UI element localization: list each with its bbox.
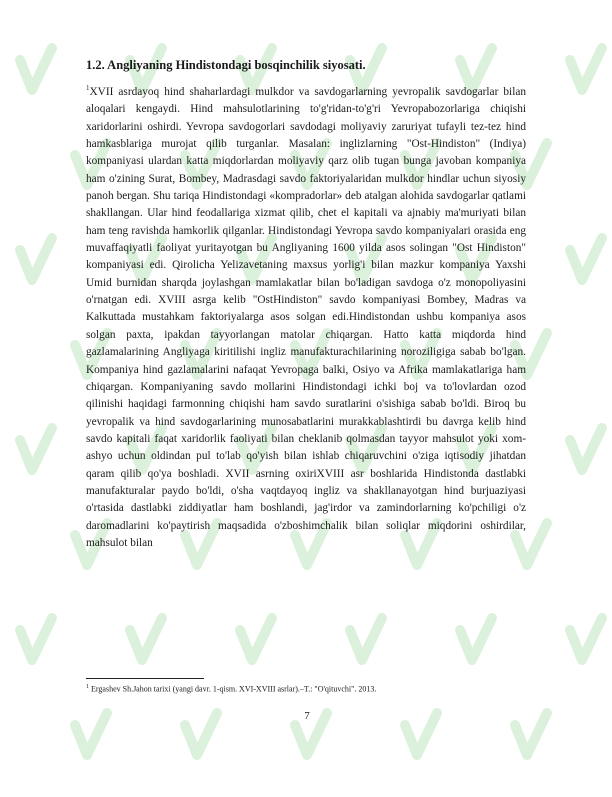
watermark-mark (570, 428, 602, 470)
footnote-reference: 1 (86, 84, 90, 93)
watermark-mark (75, 713, 107, 755)
watermark-mark (20, 428, 52, 470)
watermark-mark (20, 48, 52, 90)
watermark-mark (460, 618, 492, 660)
watermark-mark (130, 618, 162, 660)
watermark-mark (570, 618, 602, 660)
page-number: 7 (304, 710, 310, 722)
watermark-mark (20, 618, 52, 660)
footnote-marker: 1 (86, 684, 89, 690)
watermark-mark (20, 238, 52, 280)
section-heading: 1.2. Angliyaning Hindistondagi bosqinchilik siyosati. (86, 58, 366, 72)
watermark-mark (570, 238, 602, 280)
watermark-mark (350, 618, 382, 660)
footnote (86, 682, 546, 695)
paragraph-text: XVII asrdayoq hind shaharlardagi mulkdor va savdogarlarning yevropalik savdogarlar bilan aloqalari kengaydi. Hind mahsulotlarining to'g'ridan-to'g'ri Yevropabozorlariga chiqishi xaridorlarini oshirdi. Yevropa savdogorlari savdodagi moliyaviy zaruriyat tufayli tez-tez hind hamkasblariga murojat qilib turganlar. Masalan: inglizlarning "Ost-Hindiston" (Indiya) kompaniyasi ulardan katta miqdorlardan moliyaviy qarz olib tugan bunga javoban kompaniya ham o'zining Surat, Bombey, Madrasdagi savdo faktoriyalaridan mulkdor hindlar uchun siyosiy panoh bergan. Shu tariqa Hindistondagi «kompradorlar» deb atalgan alohida savdogarlar qatlami shakllangan. Ular hind feodallariga xizmat qilib, chet el kapitali va ajnabiy ma'muriyati bilan ham teng ravishda hamkorlik qilganlar. Hindistondagi Yevropa savdo kompaniyalari orasida eng muvaffaqiyatli faoliyat yuritayotgan bu Angliyaning 1600 yilda asos solingan "Ost Hindiston" kompaniyasi edi. Qirolicha Yelizavetaning maxsus yorlig'i bilan mazkur kompaniya Yaxshi Umid burnidan sharqda joylashgan mamlakatlar bilan bo'ladigan savdoga o'z monopoliyasini o'rnatgan edi. XVIII asrga kelib "OstHindiston" savdo kompaniyasi Bombey, Madras va Kalkuttada mustahkam faktoriyalarga asos solgan edi.Hindistondan ushbu kompaniya asos solgan paxta, ipakdan tayyorlangan matolar chiqargan. Hatto katta miqdorda hind gazlamalarining Angliyaga kiritilishi ingliz manufakturachilarining noroziligiga sabab bo'lgan. Kompaniya hind gazlamalarini nafaqat Yevropaga balki, Osiyo va Afrika mamlakatlariga ham chiqargan. Kompaniyaning savdo mollarini Hindistondagi ichki boj va to'lovlardan ozod qilinishi haqidagi farmonning chiqishi ham savdo suratlarini o'sishiga sabab bo'ldi. Biroq bu yevropalik va hind savdogarlarining munosabatlarini murakkablashtirdi bu davrga kelib hind savdo kapitali faqat xaridorlik faoliyati bilan cheklanib qolmasdan tayyor mahsulot yoki xom-ashyo uchun oldindan pul to'lab qo'yish bilan ishlab chiqaruvchini o'ziga iqtisodiy jihatdan qaram qilib qo'ya boshladi. XVII asrning oxiriXVIII asr boshlarida Hindistonda dastlabki manufakturalar paydo bo'ldi, o'sha vaqtdayoq ingliz va shakllanayotgan hind burjuaziyasi o'rtasida dastlabki ziddiyatlar ham boshlandi, jag'irdor va zamindorlarning ko'pchiligi o'z daromadlarini ko'paytirish maqsadida o'zboshimchalik bilan soliqlar miqdorini oshirdilar, mahsulot bilan (86, 86, 526, 549)
watermark-mark (240, 618, 272, 660)
footnote-text: Ergashev Sh.Jahon tarixi (yangi davr. 1-qism. XVI-XVIII asrlar).–T.: "O'qituvchi". 2013. (89, 684, 377, 694)
watermark-mark (570, 48, 602, 90)
watermark-mark (185, 713, 217, 755)
watermark-mark (405, 713, 437, 755)
body-paragraph (86, 84, 526, 552)
watermark-mark (515, 713, 547, 755)
footnote-divider (86, 678, 204, 679)
